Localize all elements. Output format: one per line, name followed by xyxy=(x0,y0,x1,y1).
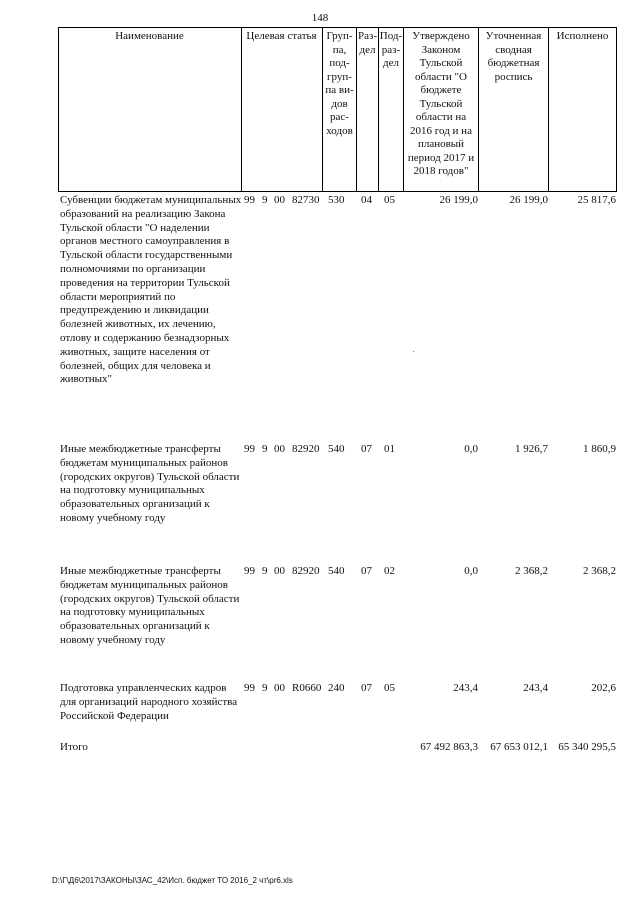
header-target-article: Целевая статья xyxy=(246,30,317,42)
header-executed: Исполнено xyxy=(556,30,609,42)
header-razdel: Раз- дел xyxy=(357,30,377,56)
header-bottom-border xyxy=(58,191,617,192)
total-refined: 67 653 012,1 xyxy=(490,741,548,753)
table-header-grid xyxy=(58,27,617,192)
target-code-2: 9 xyxy=(262,443,268,455)
row-name: Подготовка управленческих кадров для организаций народного хозяйства Российской Федерации xyxy=(60,682,238,722)
total-executed: 65 340 295,5 xyxy=(558,741,616,753)
row-podrazdel: 05 xyxy=(384,682,395,694)
target-code-3: 00 xyxy=(274,682,285,694)
total-approved: 67 492 863,3 xyxy=(420,741,478,753)
target-code-2: 9 xyxy=(262,565,268,577)
target-code-3: 00 xyxy=(274,443,285,455)
target-code-2: 9 xyxy=(262,682,268,694)
target-code-4: 82730 xyxy=(292,194,320,206)
row-refined: 1 926,7 xyxy=(515,443,548,455)
row-podrazdel: 02 xyxy=(384,565,395,577)
row-executed: 202,6 xyxy=(591,682,616,694)
row-approved: 243,4 xyxy=(453,682,478,694)
row-group: 240 xyxy=(328,682,345,694)
row-group: 540 xyxy=(328,443,345,455)
row-name: Иные межбюджетные трансферты бюджетам муниципальных районов (городских округов) Тульской области на подготовку муниципальных образовательных организаций к новому учебному году xyxy=(60,565,240,646)
row-name: Субвенции бюджетам муниципальных образований на реализацию Закона Тульской области "О наделении органов местного самоуправления в Тульской области государственными полномочиями по организации проведения на территории Тульской области мероприятий по предупреждению и ликвидации болезней животных, их лечению, отлову и содержанию безнадзорных животных, защите населения от болезней, общих для человека и животных" xyxy=(60,194,242,386)
header-top-border xyxy=(58,27,617,28)
target-code-1: 99 xyxy=(244,565,255,577)
row-razdel: 07 xyxy=(361,443,372,455)
row-refined: 2 368,2 xyxy=(515,565,548,577)
total-label: Итого xyxy=(60,741,88,753)
row-podrazdel: 01 xyxy=(384,443,395,455)
target-code-1: 99 xyxy=(244,443,255,455)
target-code-4: 82920 xyxy=(292,565,320,577)
row-refined: 243,4 xyxy=(523,682,548,694)
header-approved: Утверждено Законом Тульской области "О бюджете Тульской области на 2016 год и на плановый период 2017 и 2018 годов" xyxy=(407,30,475,177)
row-approved: 0,0 xyxy=(464,443,478,455)
row-group: 540 xyxy=(328,565,345,577)
row-razdel: 07 xyxy=(361,682,372,694)
row-refined: 26 199,0 xyxy=(509,194,548,206)
header-expense-group: Груп- па, под- груп- па ви- дов рас- ходов xyxy=(325,30,354,137)
row-executed: 25 817,6 xyxy=(577,194,616,206)
scan-speck xyxy=(413,351,414,352)
row-podrazdel: 05 xyxy=(384,194,395,206)
row-executed: 2 368,2 xyxy=(583,565,616,577)
file-path-footer: D:\Г\Д6\2017\ЗАКОНЫ\ЗАС_42\Исп. бюджет ТО 2016_2 чт\pr6.xls xyxy=(52,876,293,885)
row-executed: 1 860,9 xyxy=(583,443,616,455)
row-razdel: 04 xyxy=(361,194,372,206)
target-code-4: 82920 xyxy=(292,443,320,455)
target-code-1: 99 xyxy=(244,194,255,206)
target-code-3: 00 xyxy=(274,565,285,577)
row-approved: 0,0 xyxy=(464,565,478,577)
row-name: Иные межбюджетные трансферты бюджетам муниципальных районов (городских округов) Тульской области на подготовку муниципальных образовательных организаций к новому учебному году xyxy=(60,443,240,524)
header-refined: Уточненная сводная бюджетная роспись xyxy=(485,30,542,83)
target-code-4: R0660 xyxy=(292,682,322,694)
row-razdel: 07 xyxy=(361,565,372,577)
row-group: 530 xyxy=(328,194,345,206)
page-number: 148 xyxy=(311,12,329,24)
row-approved: 26 199,0 xyxy=(439,194,478,206)
header-podrazdel: Под- раз- дел xyxy=(379,30,403,69)
target-code-3: 00 xyxy=(274,194,285,206)
target-code-1: 99 xyxy=(244,682,255,694)
header-name: Наименование xyxy=(115,30,184,42)
target-code-2: 9 xyxy=(262,194,268,206)
